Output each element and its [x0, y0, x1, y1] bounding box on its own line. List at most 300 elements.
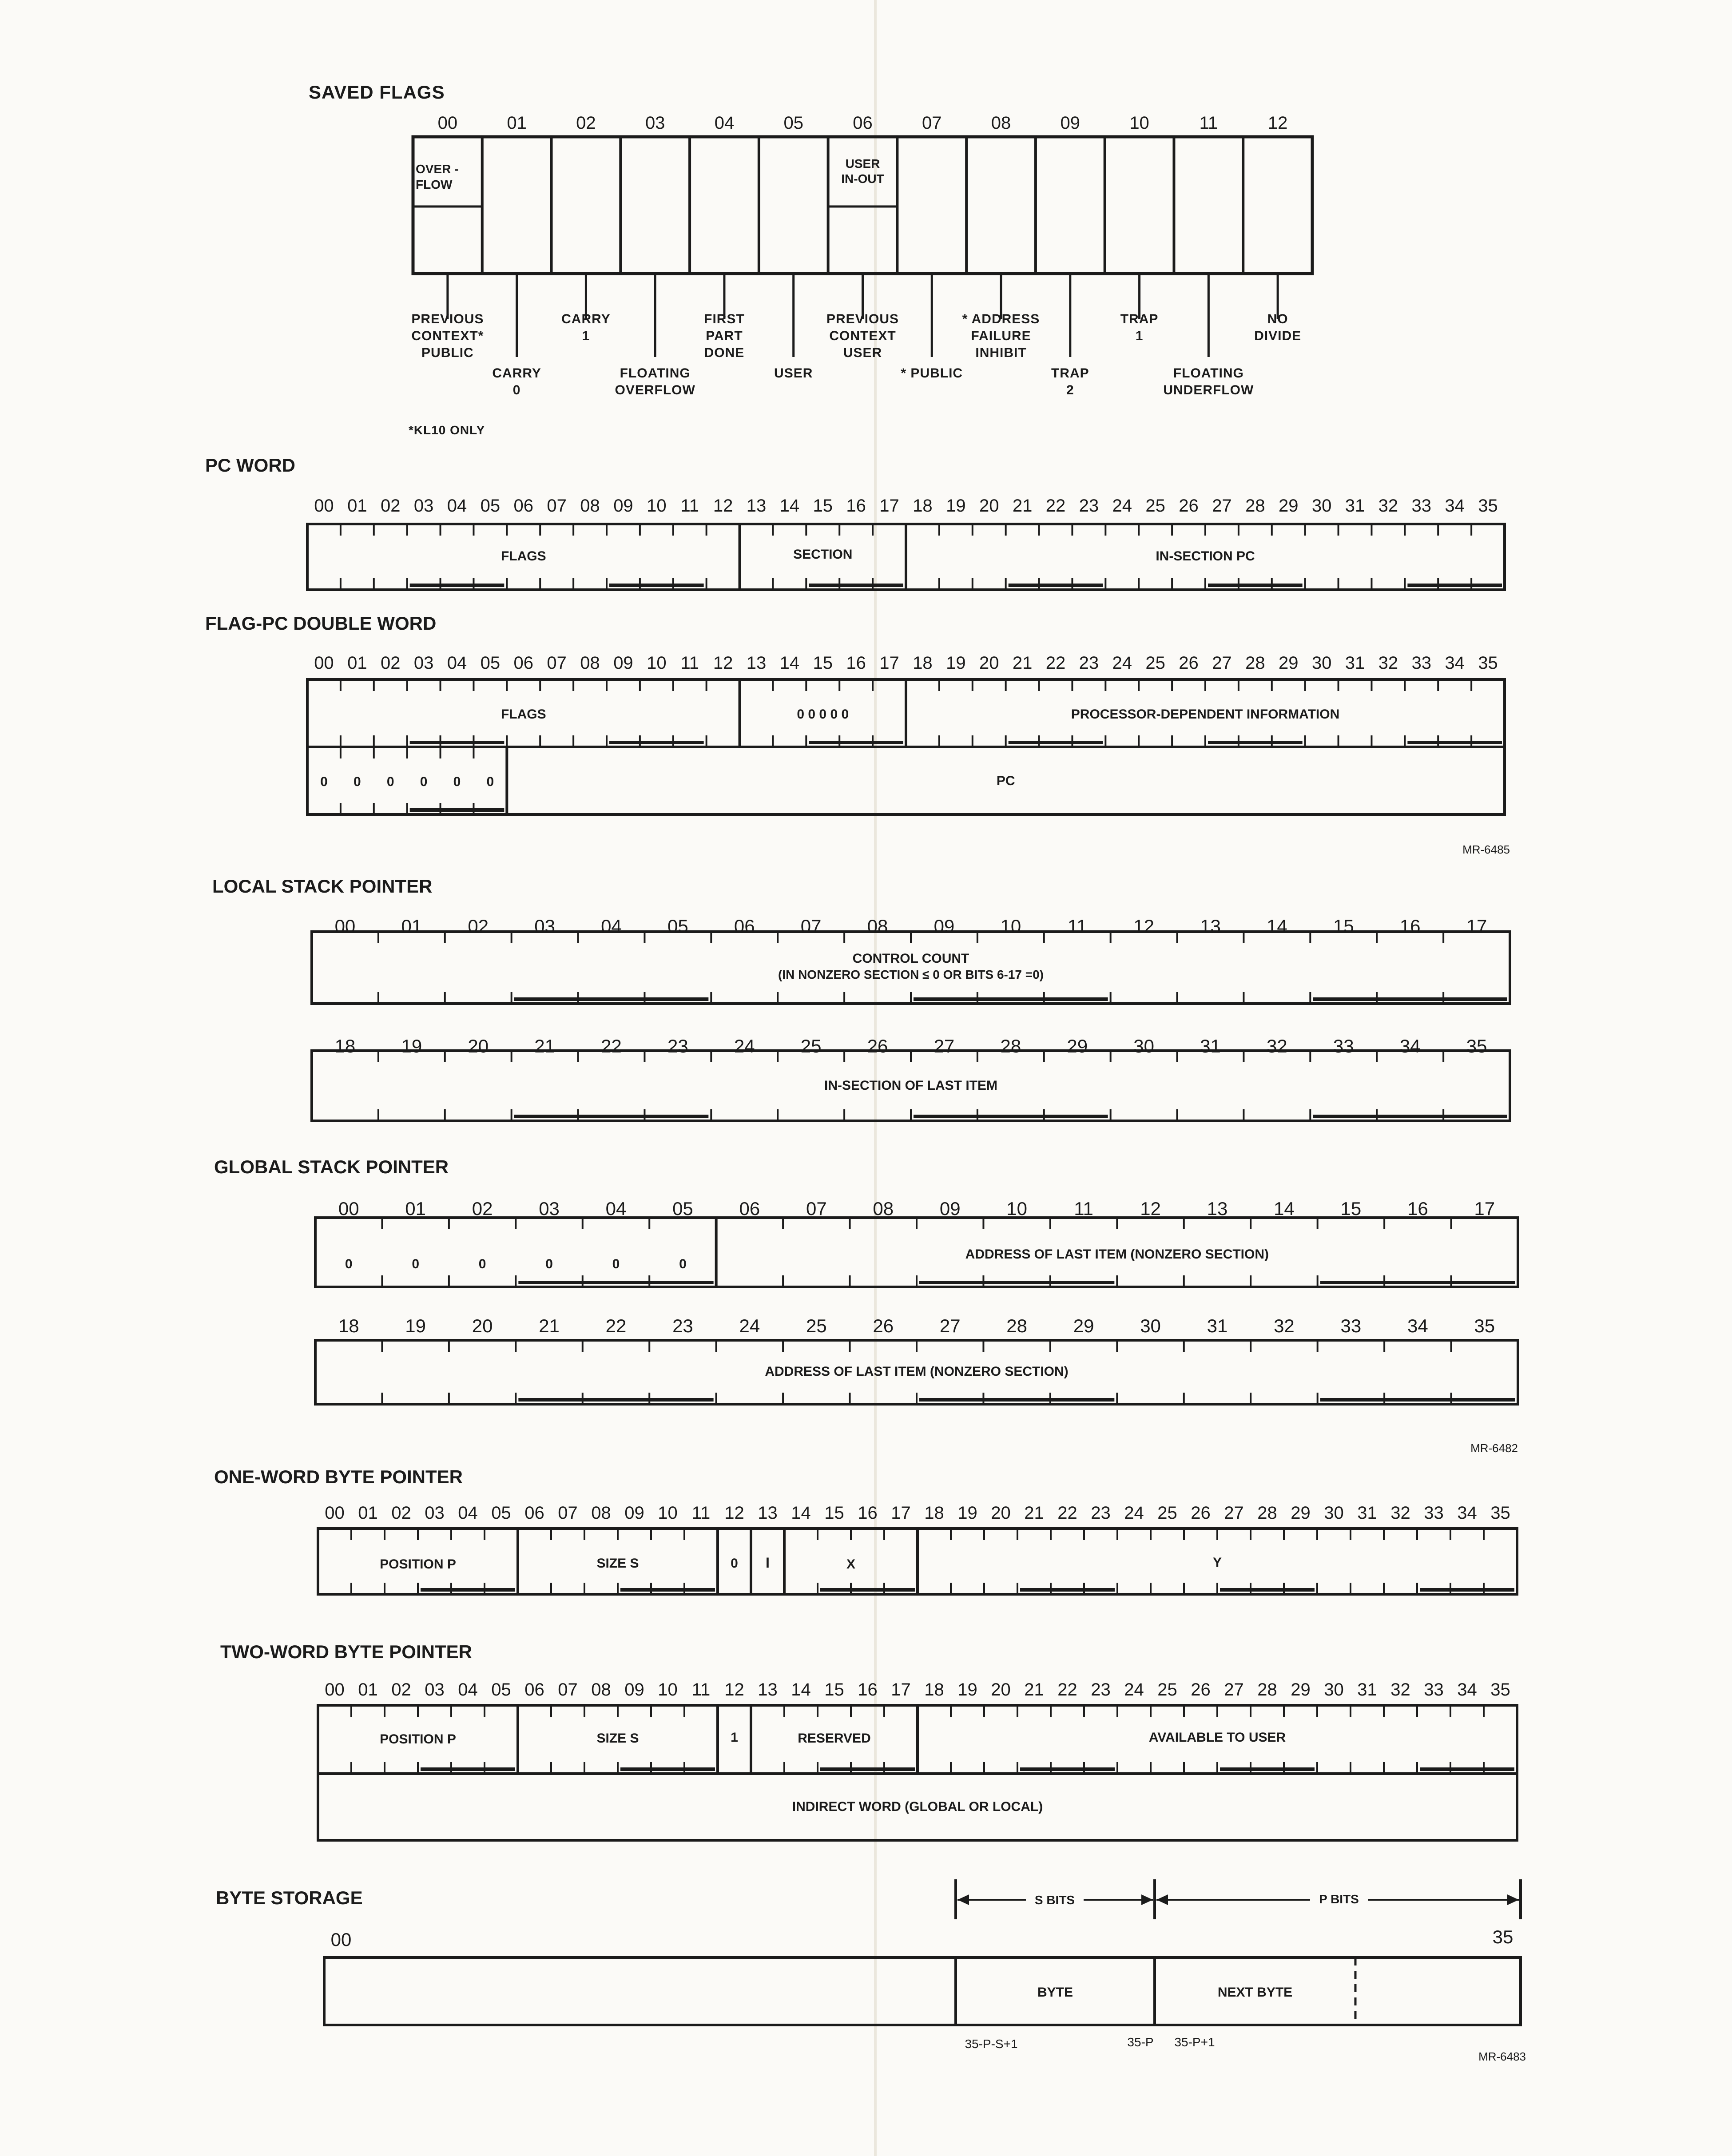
bit-number-27: 27: [934, 1036, 955, 1056]
bit-number-00: 00: [314, 496, 334, 516]
bit-number-01: 01: [405, 1198, 426, 1219]
flag-pc-word2-zero-2: 0: [386, 774, 394, 789]
bit-number-28: 28: [1257, 1680, 1277, 1699]
bit-number-02: 02: [380, 653, 401, 673]
pc-word-section-field: SECTION: [793, 547, 853, 562]
pc-word-in-section-pc-field: IN-SECTION PC: [1156, 549, 1255, 564]
flag-pc-zero-section-field: 0 0 0 0 0: [797, 707, 849, 722]
bit-number-33: 33: [1424, 1680, 1444, 1699]
bit-number-21: 21: [1012, 496, 1033, 516]
bit-number-32: 32: [1378, 653, 1398, 673]
bit-number-28: 28: [1257, 1503, 1277, 1523]
flag-label-6-2: USER: [843, 345, 882, 360]
two-word-position-p-field: POSITION P: [380, 1732, 456, 1747]
bit-number-30: 30: [1311, 653, 1332, 673]
bit-number-17: 17: [891, 1503, 911, 1523]
bit-number-14: 14: [1267, 916, 1287, 937]
bit-number-25: 25: [1145, 653, 1165, 673]
bit-number-00: 00: [325, 1503, 345, 1523]
flag-pc-flags-field: FLAGS: [501, 707, 546, 722]
in-section-of-last-item-field: IN-SECTION OF LAST ITEM: [824, 1078, 997, 1093]
bit-number-25: 25: [1157, 1503, 1177, 1523]
bit-number-20: 20: [991, 1503, 1011, 1523]
byte-storage-bit-35: 35: [1492, 1926, 1514, 1947]
bit-number-07: 07: [547, 653, 567, 673]
octal-group-marker: [809, 584, 903, 587]
bit-number-27: 27: [1224, 1503, 1244, 1523]
bit-number-10: 10: [1000, 916, 1021, 937]
bit-number-27: 27: [1212, 496, 1232, 516]
bit-number-16: 16: [858, 1680, 878, 1699]
bit-number-05: 05: [480, 653, 501, 673]
local-stack-pointer-title: LOCAL STACK POINTER: [212, 876, 433, 897]
bit-number-10: 10: [647, 653, 667, 673]
global-stack-zero-5: 0: [679, 1257, 687, 1271]
bit-number-22: 22: [601, 1036, 622, 1056]
bit-number-10: 10: [647, 496, 667, 516]
position-35-p: 35-P: [1127, 2035, 1154, 2049]
bit-number-03: 03: [425, 1503, 445, 1523]
bit-number-32: 32: [1267, 1036, 1287, 1056]
flag-label-9-1: 2: [1066, 383, 1074, 397]
bit-number-06: 06: [739, 1198, 760, 1219]
bit-number-19: 19: [946, 496, 966, 516]
octal-group-marker: [820, 1767, 915, 1771]
octal-group-marker: [518, 1281, 713, 1284]
octal-group-marker: [809, 741, 903, 744]
one-word-byte-pointer-title: ONE-WORD BYTE POINTER: [214, 1466, 463, 1487]
global-stack-zero-0: 0: [345, 1257, 353, 1271]
pc-word-flags-field: FLAGS: [501, 549, 546, 564]
bit-number-21: 21: [1012, 653, 1033, 673]
bit-number-35: 35: [1490, 1680, 1510, 1699]
bit-number-08: 08: [873, 1198, 894, 1219]
bit-number-22: 22: [1057, 1680, 1077, 1699]
bit-number-31: 31: [1200, 1036, 1221, 1056]
bit-number-00: 00: [334, 916, 356, 937]
saved-flags-bit-05: 05: [783, 113, 803, 133]
bit-number-35: 35: [1474, 1315, 1495, 1336]
index-x-field: X: [846, 1557, 856, 1572]
flag-label-0-1: CONTEXT*: [411, 329, 484, 343]
figure-id-mr-6485: MR-6485: [1462, 843, 1510, 856]
bit-number-04: 04: [458, 1680, 478, 1699]
bit-number-12: 12: [713, 653, 733, 673]
flag-pc-word2-zero-4: 0: [453, 774, 461, 789]
bit-number-17: 17: [891, 1680, 911, 1699]
bit-number-03: 03: [539, 1198, 560, 1219]
byte-field: BYTE: [1037, 1985, 1073, 2000]
bit-number-17: 17: [1474, 1198, 1495, 1219]
bit-number-23: 23: [1079, 653, 1099, 673]
bit-number-23: 23: [672, 1315, 693, 1336]
available-to-user-field: AVAILABLE TO USER: [1148, 1730, 1286, 1745]
bit-number-07: 07: [800, 916, 822, 937]
flag-label-11-0: FLOATING: [1173, 366, 1244, 381]
flag-label-12-0: NO: [1267, 312, 1288, 326]
octal-group-marker: [1009, 741, 1103, 744]
bit-number-20: 20: [468, 1036, 489, 1056]
flag-label-1-0: CARRY: [492, 366, 541, 381]
bit-number-22: 22: [1057, 1503, 1077, 1523]
octal-group-marker: [1420, 1588, 1514, 1592]
flag-pc-processor-info-field: PROCESSOR-DEPENDENT INFORMATION: [1071, 707, 1340, 722]
saved-flags-bit-00: 00: [437, 113, 458, 133]
bit-number-03: 03: [425, 1680, 445, 1699]
octal-group-marker: [1313, 997, 1507, 1001]
bit-number-18: 18: [913, 653, 933, 673]
bit-number-03: 03: [413, 653, 434, 673]
bit-number-19: 19: [957, 1680, 977, 1699]
bit-number-13: 13: [746, 653, 767, 673]
octal-group-marker: [1020, 1588, 1115, 1592]
bit-number-25: 25: [806, 1315, 827, 1336]
bit-number-18: 18: [913, 496, 933, 516]
flag-label-3-1: OVERFLOW: [615, 383, 695, 397]
bit-number-14: 14: [791, 1503, 811, 1523]
bit-number-16: 16: [858, 1503, 878, 1523]
bit-number-12: 12: [1140, 1198, 1161, 1219]
address-y-field: Y: [1212, 1555, 1222, 1570]
bit-number-32: 32: [1274, 1315, 1295, 1336]
bit-number-07: 07: [558, 1680, 578, 1699]
bit-number-07: 07: [806, 1198, 827, 1219]
saved-flags-bit-04: 04: [714, 113, 735, 133]
bit-number-16: 16: [846, 653, 866, 673]
bit-number-01: 01: [401, 916, 422, 937]
bit-number-03: 03: [534, 916, 555, 937]
octal-group-marker: [609, 584, 704, 587]
bit-number-33: 33: [1411, 496, 1432, 516]
bit-number-31: 31: [1207, 1315, 1228, 1336]
bit-number-02: 02: [380, 496, 401, 516]
bit-number-34: 34: [1399, 1036, 1421, 1056]
bit-number-24: 24: [1112, 653, 1132, 673]
byte-storage-word: [324, 1957, 1521, 2025]
bit-number-01: 01: [347, 653, 367, 673]
bit-number-31: 31: [1345, 496, 1365, 516]
kl10-footnote: *KL10 ONLY: [409, 423, 485, 437]
bit-number-26: 26: [1179, 653, 1199, 673]
octal-group-marker: [1313, 1115, 1507, 1118]
size-s-field: SIZE S: [596, 1556, 639, 1571]
bit-number-29: 29: [1291, 1503, 1311, 1523]
bit-number-21: 21: [1024, 1680, 1044, 1699]
bit-number-34: 34: [1445, 496, 1465, 516]
bit-number-02: 02: [468, 916, 489, 937]
bit-number-18: 18: [338, 1315, 359, 1336]
flag-pc-word2-zero-1: 0: [353, 774, 361, 789]
bit-number-30: 30: [1311, 496, 1332, 516]
saved-flags-bit-07: 07: [922, 113, 942, 133]
octal-group-marker: [919, 1281, 1114, 1284]
flag-label-2-0: CARRY: [561, 312, 611, 326]
octal-group-marker: [410, 584, 505, 587]
bit-number-22: 22: [1045, 496, 1066, 516]
bit-number-18: 18: [924, 1680, 944, 1699]
bit-number-35: 35: [1478, 653, 1498, 673]
indirect-bit-field: I: [766, 1555, 770, 1571]
saved-flags-bit-10: 10: [1129, 113, 1149, 133]
octal-group-marker: [914, 1115, 1108, 1118]
bit-number-09: 09: [934, 916, 955, 937]
bit-number-27: 27: [1224, 1680, 1244, 1699]
bit-number-26: 26: [873, 1315, 894, 1336]
flag-label-0-0: PREVIOUS: [411, 312, 484, 326]
bit-number-22: 22: [605, 1315, 627, 1336]
octal-group-marker: [1320, 1398, 1515, 1402]
saved-flags-bit-03: 03: [645, 113, 665, 133]
p-bits-label: P BITS: [1319, 1892, 1359, 1906]
flag-label-5-0: USER: [774, 366, 813, 381]
bit-number-23: 23: [1091, 1503, 1111, 1523]
bit-number-08: 08: [580, 496, 600, 516]
bit-number-30: 30: [1140, 1315, 1161, 1336]
bit-number-15: 15: [824, 1680, 844, 1699]
user-in-out-label-line1: USER: [845, 157, 880, 171]
bit-number-15: 15: [824, 1503, 844, 1523]
next-byte-field: NEXT BYTE: [1217, 1985, 1293, 2000]
bit-number-02: 02: [472, 1198, 493, 1219]
bit-number-08: 08: [591, 1503, 611, 1523]
bit-number-19: 19: [957, 1503, 977, 1523]
bit-number-30: 30: [1324, 1680, 1344, 1699]
bit-number-32: 32: [1378, 496, 1398, 516]
octal-group-marker: [1407, 584, 1502, 587]
bit-number-24: 24: [1124, 1503, 1144, 1523]
bit-number-12: 12: [724, 1680, 744, 1699]
flag-label-8-0: * ADDRESS: [962, 312, 1040, 326]
flag-pc-double-word-title: FLAG-PC DOUBLE WORD: [205, 613, 437, 634]
octal-group-marker: [514, 1115, 709, 1118]
saved-flags-bit-06: 06: [853, 113, 873, 133]
bit-number-15: 15: [813, 496, 833, 516]
octal-group-marker: [514, 997, 709, 1001]
bit-number-31: 31: [1357, 1680, 1377, 1699]
bit-number-29: 29: [1291, 1680, 1311, 1699]
bit-number-04: 04: [601, 916, 622, 937]
bit-number-20: 20: [991, 1680, 1011, 1699]
figure-id-mr-6483: MR-6483: [1478, 2050, 1526, 2063]
octal-group-marker: [820, 1588, 915, 1592]
octal-group-marker: [518, 1398, 713, 1402]
bit-number-33: 33: [1340, 1315, 1362, 1336]
bit-number-26: 26: [1191, 1503, 1211, 1523]
bit-number-23: 23: [1091, 1680, 1111, 1699]
bit-number-17: 17: [1466, 916, 1487, 937]
octal-group-marker: [410, 808, 505, 812]
bit-number-05: 05: [672, 1198, 693, 1219]
flag-label-4-1: PART: [706, 329, 743, 343]
octal-group-marker: [1220, 1588, 1315, 1592]
pc-word-title: PC WORD: [205, 455, 295, 476]
s-bits-label: S BITS: [1034, 1893, 1075, 1907]
bit-number-25: 25: [800, 1036, 822, 1056]
bit-number-27: 27: [1212, 653, 1232, 673]
octal-group-marker: [1420, 1767, 1514, 1771]
octal-group-marker: [410, 741, 505, 744]
byte-storage-title: BYTE STORAGE: [216, 1887, 363, 1908]
bit-number-02: 02: [391, 1503, 411, 1523]
bit-number-16: 16: [1407, 1198, 1428, 1219]
flag-label-12-1: DIVIDE: [1254, 329, 1302, 343]
octal-group-marker: [1407, 741, 1502, 744]
bit-number-23: 23: [1079, 496, 1099, 516]
bit-number-11: 11: [691, 1503, 711, 1523]
bit-number-12: 12: [1133, 916, 1154, 937]
saved-flags-bit-02: 02: [576, 113, 596, 133]
control-count-condition: (IN NONZERO SECTION ≤ 0 OR BITS 6-17 =0): [778, 968, 1044, 981]
bit-number-15: 15: [1333, 916, 1354, 937]
bit-number-32: 32: [1390, 1503, 1410, 1523]
octal-group-marker: [1020, 1767, 1115, 1771]
bit-number-13: 13: [1200, 916, 1221, 937]
bit-number-09: 09: [939, 1198, 961, 1219]
bit-number-34: 34: [1445, 653, 1465, 673]
flag-label-2-1: 1: [582, 329, 590, 343]
flag-label-1-1: 0: [512, 383, 521, 397]
bit-number-14: 14: [779, 653, 800, 673]
flag-label-10-1: 1: [1135, 329, 1144, 343]
bit-number-29: 29: [1278, 653, 1299, 673]
bit-number-30: 30: [1133, 1036, 1154, 1056]
bit-number-34: 34: [1407, 1315, 1428, 1336]
bit-number-20: 20: [472, 1315, 493, 1336]
flag-label-10-0: TRAP: [1120, 312, 1159, 326]
bit-number-12: 12: [713, 496, 733, 516]
flag-pc-word2-zero-5: 0: [486, 774, 494, 789]
octal-group-marker: [1220, 1767, 1315, 1771]
bit-number-21: 21: [534, 1036, 555, 1056]
flag-pc-word2-zero-0: 0: [320, 774, 328, 789]
flag-label-4-2: DONE: [704, 345, 745, 360]
global-stack-zero-1: 0: [412, 1257, 420, 1271]
two-word-one-bit-field: 1: [731, 1730, 738, 1745]
bit-number-11: 11: [691, 1680, 711, 1699]
bit-number-34: 34: [1457, 1680, 1477, 1699]
bit-number-09: 09: [624, 1680, 644, 1699]
global-stack-zero-4: 0: [612, 1257, 620, 1271]
bit-number-13: 13: [746, 496, 767, 516]
overflow-label-line2: FLOW: [416, 178, 453, 191]
bit-number-19: 19: [401, 1036, 422, 1056]
bit-number-35: 35: [1490, 1503, 1510, 1523]
bit-number-18: 18: [334, 1036, 356, 1056]
bit-number-05: 05: [491, 1503, 511, 1523]
bit-number-08: 08: [591, 1680, 611, 1699]
global-stack-address-field-2: ADDRESS OF LAST ITEM (NONZERO SECTION): [765, 1364, 1069, 1379]
bit-number-06: 06: [513, 496, 534, 516]
bit-number-11: 11: [680, 653, 699, 673]
flag-label-6-0: PREVIOUS: [826, 312, 899, 326]
bit-number-15: 15: [813, 653, 833, 673]
bit-number-09: 09: [624, 1503, 644, 1523]
bit-number-20: 20: [979, 496, 999, 516]
bit-number-12: 12: [724, 1503, 744, 1523]
bit-number-15: 15: [1340, 1198, 1362, 1219]
saved-flags-bit-08: 08: [991, 113, 1011, 133]
bit-number-33: 33: [1333, 1036, 1354, 1056]
bit-number-10: 10: [658, 1503, 678, 1523]
octal-group-marker: [421, 1588, 515, 1592]
bit-number-08: 08: [580, 653, 600, 673]
octal-group-marker: [609, 741, 704, 744]
bit-number-13: 13: [1207, 1198, 1228, 1219]
user-in-out-label-line2: IN-OUT: [841, 172, 884, 186]
bit-number-28: 28: [1006, 1315, 1028, 1336]
bit-number-24: 24: [739, 1315, 760, 1336]
flag-label-0-2: PUBLIC: [421, 345, 474, 360]
bit-number-10: 10: [658, 1680, 678, 1699]
bit-number-01: 01: [358, 1503, 378, 1523]
saved-flags-bit-01: 01: [507, 113, 527, 133]
bit-number-31: 31: [1345, 653, 1365, 673]
bit-number-04: 04: [447, 653, 467, 673]
bit-number-33: 33: [1424, 1503, 1444, 1523]
bit-number-04: 04: [447, 496, 467, 516]
bit-number-27: 27: [939, 1315, 961, 1336]
bit-number-14: 14: [779, 496, 800, 516]
octal-group-marker: [421, 1767, 515, 1771]
byte-storage-bit-00: 00: [330, 1929, 352, 1950]
global-stack-address-field-1: ADDRESS OF LAST ITEM (NONZERO SECTION): [965, 1247, 1269, 1262]
flag-label-4-0: FIRST: [704, 312, 745, 326]
bit-number-18: 18: [924, 1503, 944, 1523]
global-stack-pointer-title: GLOBAL STACK POINTER: [214, 1156, 449, 1177]
bit-number-26: 26: [1179, 496, 1199, 516]
octal-group-marker: [1320, 1281, 1515, 1284]
bit-number-10: 10: [1006, 1198, 1028, 1219]
bit-number-06: 06: [513, 653, 534, 673]
figure-id-mr-6482: MR-6482: [1470, 1441, 1518, 1455]
bit-number-09: 09: [613, 653, 633, 673]
bit-number-11: 11: [680, 496, 699, 516]
bit-number-33: 33: [1411, 653, 1432, 673]
bit-number-34: 34: [1457, 1503, 1477, 1523]
bit-number-16: 16: [1399, 916, 1421, 937]
bit-number-11: 11: [1067, 916, 1087, 937]
bit-number-09: 09: [613, 496, 633, 516]
bit-number-03: 03: [413, 496, 434, 516]
bit-number-29: 29: [1278, 496, 1299, 516]
bit-number-07: 07: [558, 1503, 578, 1523]
two-word-byte-pointer-title: TWO-WORD BYTE POINTER: [220, 1641, 472, 1662]
octal-group-marker: [1208, 741, 1303, 744]
bit-number-13: 13: [758, 1680, 778, 1699]
bit-number-17: 17: [879, 653, 899, 673]
bit-number-21: 21: [539, 1315, 560, 1336]
overflow-label-line1: OVER -: [416, 162, 459, 176]
bit-number-30: 30: [1324, 1503, 1344, 1523]
octal-group-marker: [620, 1588, 715, 1592]
zero-bit-field: 0: [731, 1556, 738, 1571]
bit-number-02: 02: [391, 1680, 411, 1699]
octal-group-marker: [1208, 584, 1303, 587]
flag-pc-word2-zero-3: 0: [420, 774, 428, 789]
bit-number-29: 29: [1067, 1036, 1088, 1056]
bit-number-14: 14: [1274, 1198, 1295, 1219]
bit-number-22: 22: [1045, 653, 1066, 673]
flag-pc-pc-field: PC: [996, 774, 1015, 788]
bit-number-05: 05: [491, 1680, 511, 1699]
octal-group-marker: [914, 997, 1108, 1001]
bit-number-35: 35: [1478, 496, 1498, 516]
bit-number-06: 06: [524, 1680, 544, 1699]
reserved-field: RESERVED: [798, 1731, 871, 1746]
global-stack-zero-3: 0: [545, 1257, 553, 1271]
bit-number-06: 06: [524, 1503, 544, 1523]
position-35-p-s-plus-1: 35-P-S+1: [965, 2037, 1018, 2051]
